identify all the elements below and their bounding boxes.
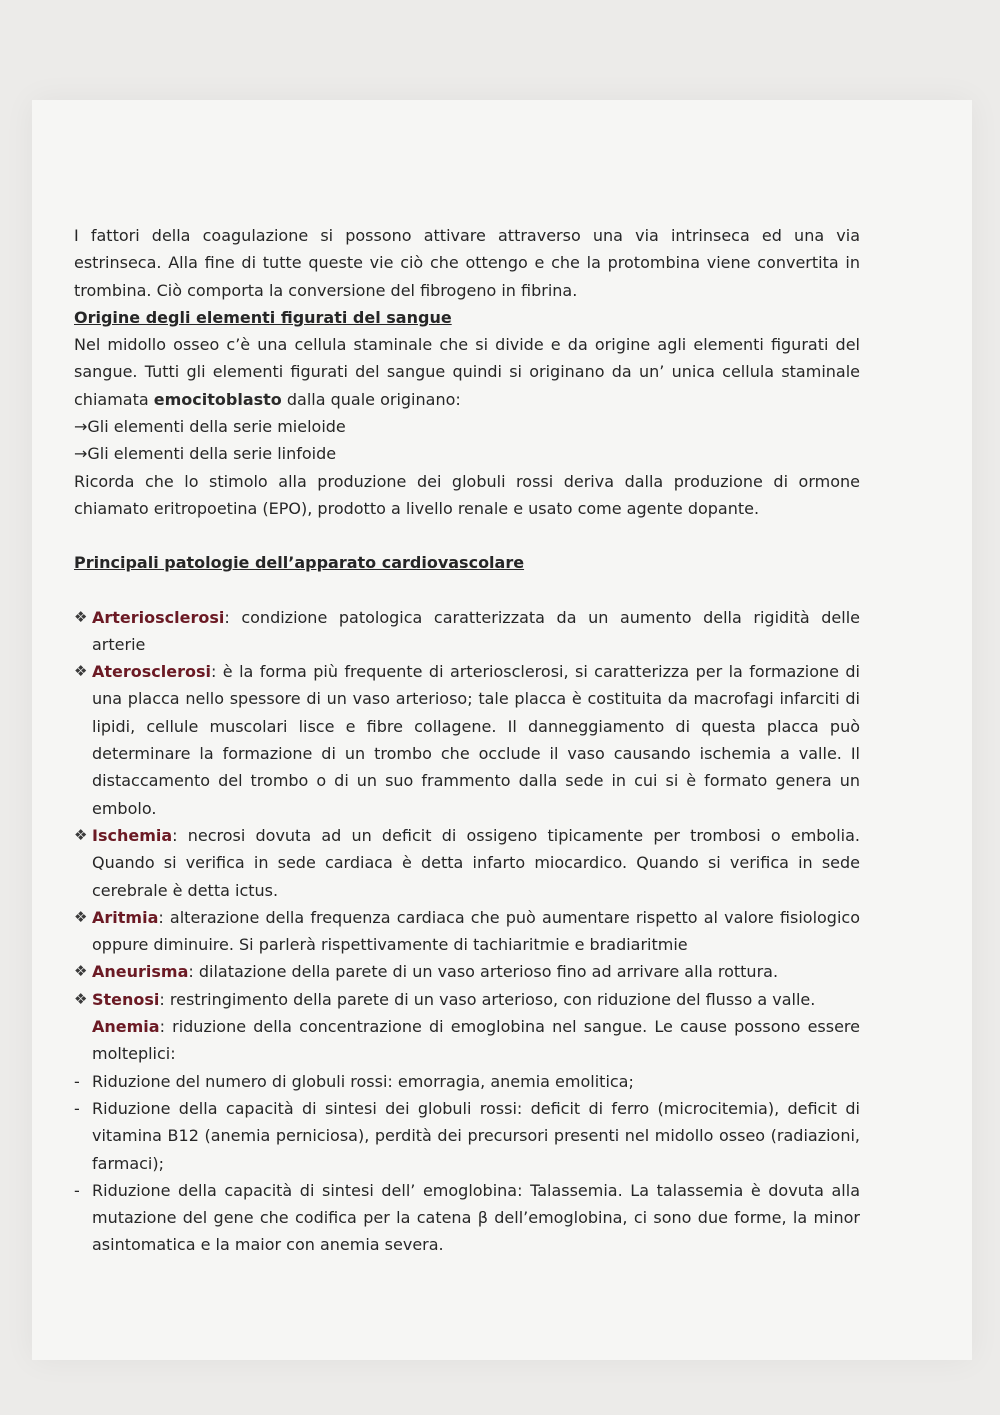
origine-text-after: dalla quale originano: [281,389,461,409]
dash-bullet: - [74,1098,80,1118]
pathology-item-stenosi [74,986,860,1013]
pathology-term: Aritmia [92,907,159,927]
section-heading-patologie: Principali patologie dell’apparato cardiovascolare [74,553,525,573]
pathology-description: : dilatazione della parete di un vaso arterioso fino ad arrivare alla rottura. [188,962,779,982]
document-content [74,222,860,1259]
origine-paragraph [74,331,860,413]
pathology-term: Aterosclerosi [92,662,211,682]
anemia-causes-list [74,1068,860,1259]
pathology-list [74,604,860,1013]
pathology-item-aterosclerosi [74,658,860,822]
section-heading-origine: Origine degli elementi figurati del sangue [74,307,452,327]
pathology-item-aritmia [74,904,860,959]
pathology-item-ischemia [74,822,860,904]
pathology-description: : necrosi dovuta ad un deficit di ossigeno tipicamente per trombosi o embolia. Quando si verifica in sede cardiaca è detta infarto miocardico. Quando si verifica in sede cerebrale è detta ictus. [92,825,860,900]
term-emocitoblasto: emocitoblasto [153,389,282,409]
anemia-cause-text: Riduzione della capacità di sintesi dell’ emoglobina: Talassemia. La talassemia è dovuta alla mutazione del gene che codifica per la catena β dell’emoglobina, ci sono due forme, la minor asintomatica e la maior con anemia severa. [92,1180,860,1255]
arrow-item-linfoide: →Gli elementi della serie linfoide [74,444,337,464]
term-anemia: Anemia [92,1017,160,1037]
origine-text-before: Nel midollo osseo c’è una cellula staminale che si divide e da origine agli elementi figurati del sangue. Tutti gli elementi figurati del sangue quindi si originano da un’ unica cellula staminale chiamata [74,335,860,409]
anemia-description: : riduzione della concentrazione di emoglobina nel sangue. Le cause possono essere molteplici: [92,1017,860,1064]
diamond-bullet-icon: ❖ [74,989,88,1008]
pathology-term: Stenosi [92,989,160,1009]
dash-bullet: - [74,1071,80,1091]
epo-note-paragraph: Ricorda che lo stimolo alla produzione dei globuli rossi deriva dalla produzione di ormone chiamato eritropoetina (EPO), prodotto a livello renale e usato come agente dopante. [74,471,860,518]
arrow-item-mieloide: →Gli elementi della serie mieloide [74,417,346,437]
pathology-description: : alterazione della frequenza cardiaca che può aumentare rispetto al valore fisiologico oppure diminuire. Si parlerà rispettivamente di tachiaritmie e bradiaritmie [92,907,860,955]
diamond-bullet-icon: ❖ [74,662,88,681]
diamond-bullet-icon: ❖ [74,607,88,626]
anemia-cause-item [74,1095,860,1177]
anemia-cause-item [74,1068,860,1095]
pathology-description: : restringimento della parete di un vaso arterioso, con riduzione del flusso a valle. [159,989,816,1009]
pathology-item-arteriosclerosi [74,604,860,659]
pathology-term: Arteriosclerosi [92,607,225,627]
dash-bullet: - [74,1180,80,1200]
pathology-description: : condizione patologica caratterizzata da un aumento della rigidità delle arterie [92,607,860,654]
diamond-bullet-icon: ❖ [74,962,88,981]
intro-paragraph: I fattori della coagulazione si possono attivare attraverso una via intrinseca ed una via estrinseca. Alla fine di tutte queste vie ciò che ottengo e che la protombina viene convertita in trombina. Ciò comporta la conversione del fibrogeno in fibrina. [74,226,860,300]
anemia-cause-text: Riduzione della capacità di sintesi dei globuli rossi: deficit di ferro (microcitemia), deficit di vitamina B12 (anemia perniciosa), perdità dei precursori presenti nel midollo osseo (radiazioni, farmaci); [92,1098,860,1173]
diamond-bullet-icon: ❖ [74,825,88,844]
anemia-cause-text: Riduzione del numero di globuli rossi: emorragia, anemia emolitica; [92,1071,634,1091]
anemia-paragraph [74,1013,860,1068]
pathology-term: Ischemia [92,825,173,845]
pathology-item-aneurisma [74,958,860,985]
diamond-bullet-icon: ❖ [74,907,88,926]
anemia-cause-item [74,1177,860,1259]
pathology-description: : è la forma più frequente di arteriosclerosi, si caratterizza per la formazione di una placca nello spessore di un vaso arterioso; tale placca è costituita da macrofagi infarciti di lipidi, cellule muscolari lisce e fibre collagene. Il danneggiamento di questa placca può determinare la formazione di un trombo che occlude il vaso causando ischemia a valle. Il distaccamento del trombo o di un suo frammento dalla sede in cui si è formato genera un embolo. [92,662,860,818]
pathology-term: Aneurisma [92,962,189,982]
